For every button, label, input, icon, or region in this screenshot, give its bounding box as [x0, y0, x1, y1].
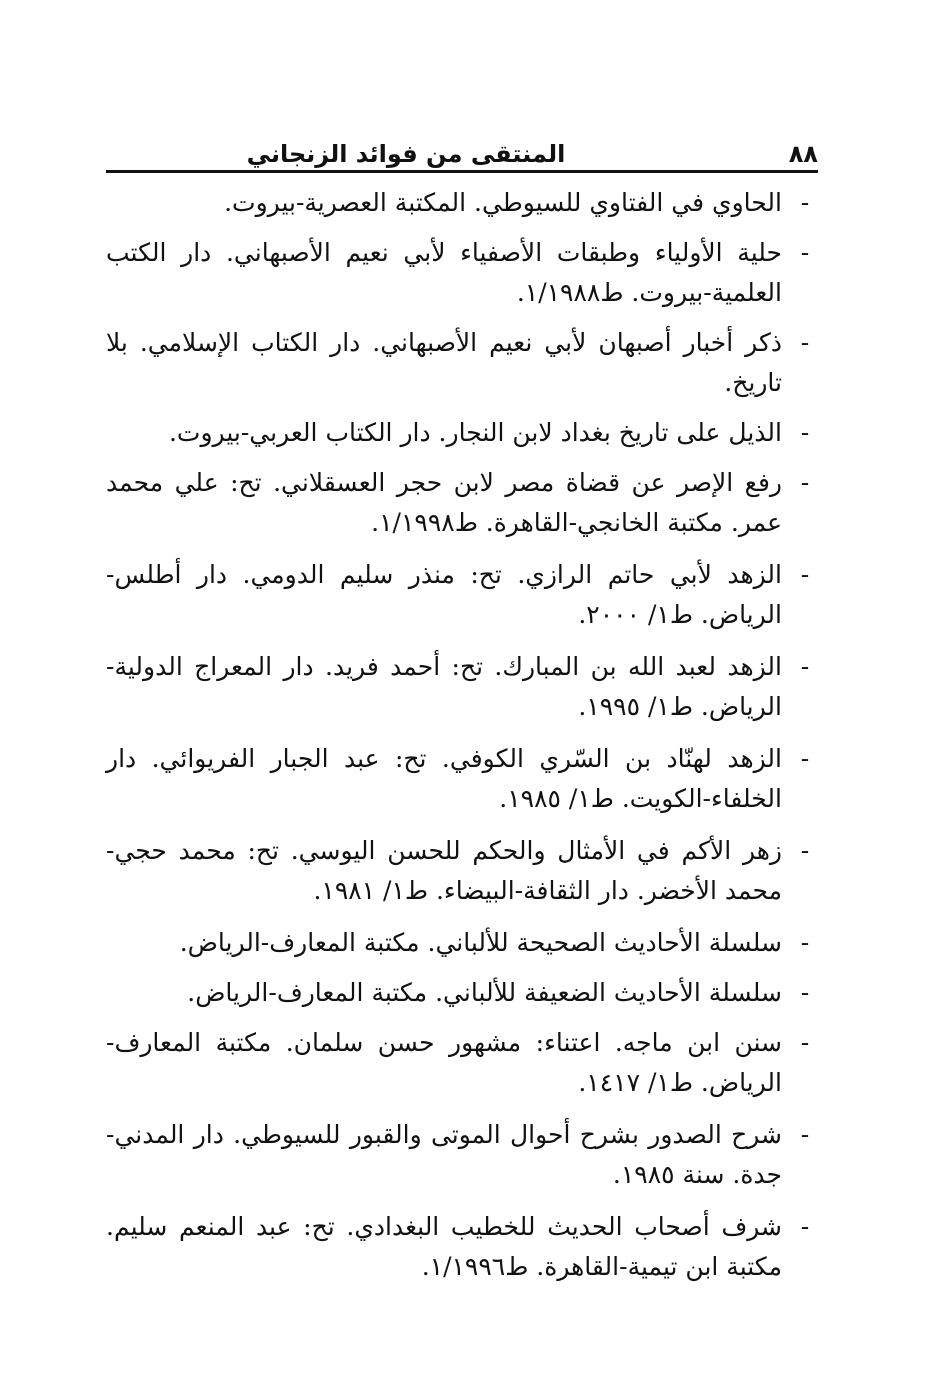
reference-text: شرف أصحاب الحديث للخطيب البغدادي. تح: عبد المنعم سليم. مكتبة ابن تيمية-القاهرة. ط١/١٩٩٦. — [106, 1212, 782, 1281]
bullet-dash: - — [800, 1212, 810, 1241]
page-number: ٨٨ — [788, 140, 818, 168]
reference-text: رفع الإصر عن قضاة مصر لابن حجر العسقلاني. تح: علي محمد عمر. مكتبة الخانجي-القاهرة. ط١/١٩٩٨. — [106, 468, 782, 537]
list-item — [106, 555, 818, 635]
bullet-dash: - — [800, 328, 810, 357]
list-item — [106, 183, 818, 223]
list-item — [106, 233, 818, 313]
bullet-dash: - — [800, 1028, 810, 1057]
list-item — [106, 1115, 818, 1195]
list-item — [106, 1207, 818, 1287]
reference-text: الذيل على تاريخ بغداد لابن النجار. دار الكتاب العربي-بيروت. — [168, 418, 782, 447]
bullet-dash: - — [800, 652, 810, 681]
reference-text: ذكر أخبار أصبهان لأبي نعيم الأصبهاني. دار الكتاب الإسلامي. بلا تاريخ. — [106, 328, 782, 397]
list-item — [106, 923, 818, 963]
bullet-dash: - — [800, 418, 810, 447]
list-item — [106, 647, 818, 727]
reference-text: حلية الأولياء وطبقات الأصفياء لأبي نعيم الأصبهاني. دار الكتب العلمية-بيروت. ط١/١٩٨٨. — [106, 238, 782, 307]
bullet-dash: - — [800, 560, 810, 589]
bullet-dash: - — [800, 188, 810, 217]
reference-text: سنن ابن ماجه. اعتناء: مشهور حسن سلمان. مكتبة المعارف-الرياض. ط١/ ١٤١٧. — [106, 1028, 782, 1097]
reference-text: سلسلة الأحاديث الضعيفة للألباني. مكتبة المعارف-الرياض. — [187, 978, 782, 1007]
reference-text: الحاوي في الفتاوي للسيوطي. المكتبة العصرية-بيروت. — [224, 188, 782, 217]
page-header — [106, 138, 818, 173]
reference-text: زهر الأكم في الأمثال والحكم للحسن اليوسي. تح: محمد حجي-محمد الأخضر. دار الثقافة-البيضاء. ط١/ ١٩٨١. — [106, 836, 782, 905]
bullet-dash: - — [800, 978, 810, 1007]
bullet-dash: - — [800, 1120, 810, 1149]
reference-text: سلسلة الأحاديث الصحيحة للألباني. مكتبة المعارف-الرياض. — [179, 928, 782, 957]
reference-text: الزهد لهنّاد بن السّري الكوفي. تح: عبد الجبار الفريوائي. دار الخلفاء-الكويت. ط١/ ١٩٨٥. — [106, 744, 782, 813]
bullet-dash: - — [800, 468, 810, 497]
book-page — [106, 138, 818, 1297]
running-title: المنتقى من فوائد الزنجاني — [246, 140, 566, 168]
list-item — [106, 463, 818, 543]
bullet-dash: - — [800, 836, 810, 865]
list-item — [106, 1023, 818, 1103]
list-item — [106, 831, 818, 911]
bullet-dash: - — [800, 928, 810, 957]
list-item — [106, 413, 818, 453]
list-item — [106, 323, 818, 403]
bullet-dash: - — [800, 238, 810, 267]
list-item — [106, 739, 818, 819]
list-item — [106, 973, 818, 1013]
bibliography-list — [106, 183, 818, 1287]
bullet-dash: - — [800, 744, 810, 773]
reference-text: الزهد لعبد الله بن المبارك. تح: أحمد فريد. دار المعراج الدولية-الرياض. ط١/ ١٩٩٥. — [106, 652, 782, 721]
reference-text: الزهد لأبي حاتم الرازي. تح: منذر سليم الدومي. دار أطلس-الرياض. ط١/ ٢٠٠٠. — [106, 560, 782, 629]
reference-text: شرح الصدور بشرح أحوال الموتى والقبور للسيوطي. دار المدني-جدة. سنة ١٩٨٥. — [106, 1120, 782, 1189]
